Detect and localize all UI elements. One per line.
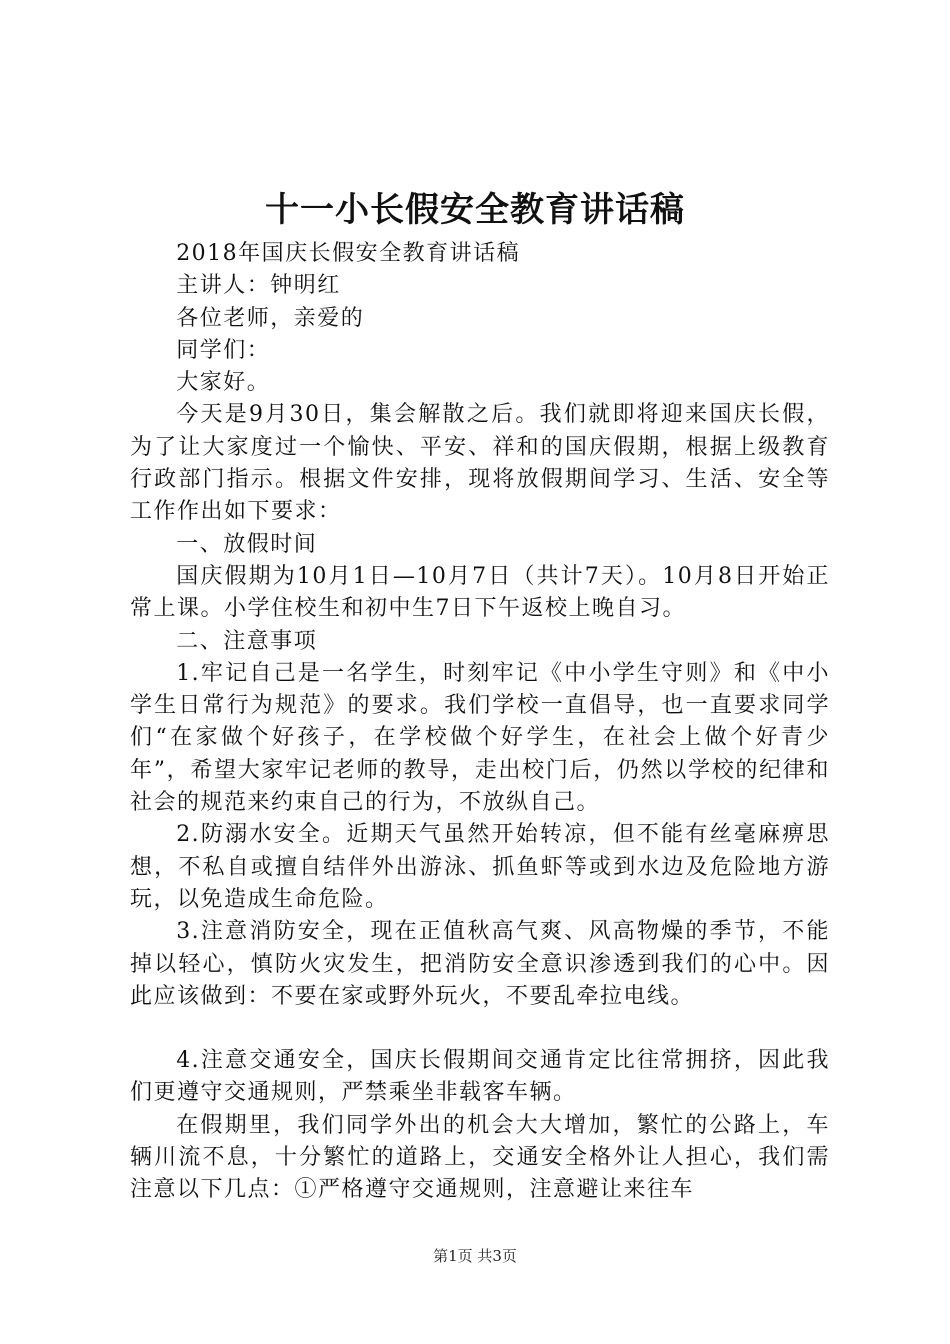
body-paragraph: 3.注意消防安全，现在正值秋高气爽、风高物燥的季节，不能掉以轻心，慎防火灾发生，把消防安全意识渗透到我们的心中。因此应该做到：不要在家或野外玩火，不要乱牵拉电线。 — [130, 919, 830, 1009]
intro-paragraph: 今天是9月30日，集会解散之后。我们就即将迎来国庆长假，为了让大家度过一个愉快、平安、祥和的国庆假期，根据上级教育行政部门指示。根据文件安排，现将放假期间学习、生活、安全等工作作出如下要求： — [130, 402, 830, 525]
document-title: 十一小长假安全教育讲话稿 — [265, 190, 685, 230]
section-heading: 二、注意事项 — [176, 628, 318, 654]
greeting-paragraph: 大家好。 — [176, 370, 271, 396]
section-heading: 一、放假时间 — [176, 531, 318, 557]
body-paragraph: 2.防溺水安全。近期天气虽然开始转凉，但不能有丝毫麻痹思想，不私自或擅自结伴外出游泳、抓鱼虾等或到水边及危险地方游玩，以免造成生命危险。 — [130, 822, 830, 912]
body-paragraph: 4.注意交通安全，国庆长假期间交通肯定比往常拥挤，因此我们更遵守交通规则，严禁乘坐非载客车辆。 — [130, 1048, 830, 1106]
greeting-paragraph: 同学们： — [176, 337, 271, 363]
page-number: 第1页 共3页 — [433, 1247, 517, 1265]
document-body — [130, 238, 830, 1207]
subtitle-paragraph: 2018年国庆长假安全教育讲话稿 — [176, 241, 521, 266]
body-paragraph: 在假期里，我们同学外出的机会大大增加，繁忙的公路上，车辆川流不息，十分繁忙的道路上，交通安全格外让人担心，我们需注意以下几点：①严格遵守交通规则，注意避让来往车 — [130, 1112, 830, 1203]
greeting-paragraph: 各位老师，亲爱的 — [176, 305, 365, 331]
body-paragraph: 国庆假期为10月1日—10月7日（共计7天）。10月8日开始正常上课。小学住校生和初中生7日下午返校上晚自习。 — [130, 563, 830, 622]
body-paragraph: 1.牢记自己是一名学生，时刻牢记《中小学生守则》和《中小学生日常行为规范》的要求。我们学校一直倡导，也一直要求同学们“在家做个好孩子，在学校做个好学生，在社会上做个好青少年”，希望大家牢记老师的教导，走出校门后，仍然以学校的纪律和社会的规范来约束自己的行为，不放纵自己。 — [130, 660, 830, 816]
speaker-paragraph: 主讲人：钟明红 — [176, 273, 341, 299]
